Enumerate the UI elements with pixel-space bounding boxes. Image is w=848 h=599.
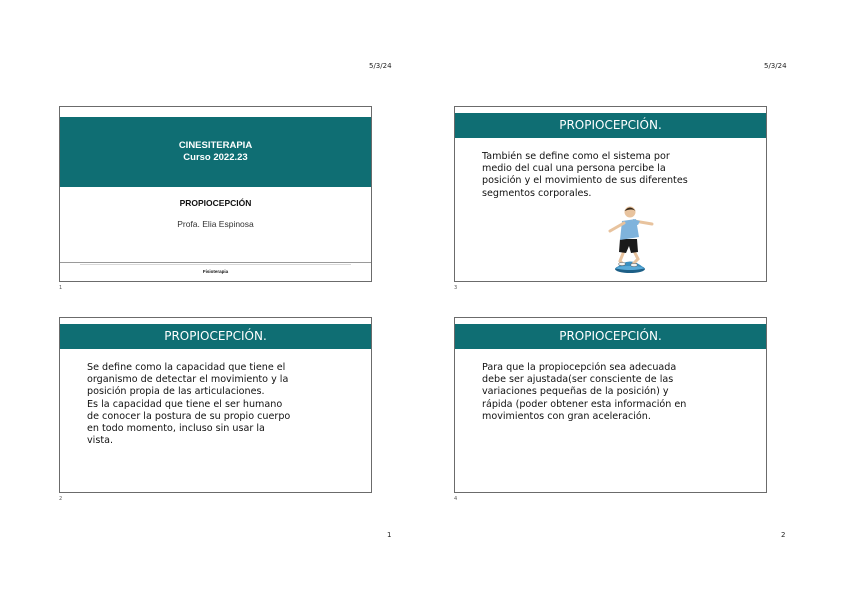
professor-name: Profa. Elia Espinosa — [177, 219, 254, 229]
text-line: Es la capacidad que tiene el ser humano — [87, 398, 283, 410]
footer-divider-light — [80, 264, 351, 265]
text-line: vista. — [87, 435, 114, 447]
slide-footer: Fisioterapia — [202, 269, 229, 274]
slide-title: PROPIOCEPCIÓN. — [455, 324, 766, 349]
page-date-right: 5/3/24 — [764, 62, 787, 70]
text-line: posición y el movimiento de sus diferentes — [482, 175, 688, 187]
title-band — [60, 117, 371, 187]
balance-exercise-illustration — [600, 199, 670, 277]
slide-number-3: 3 — [454, 285, 458, 291]
text-line: movimientos con gran aceleración. — [482, 410, 651, 422]
text-line: variaciones pequeñas de la posición) y — [482, 386, 669, 398]
page-date-left: 5/3/24 — [369, 62, 392, 70]
text-line: posición propia de las articulaciones. — [87, 386, 265, 398]
slide-number-2: 2 — [59, 496, 63, 502]
slide-1-title — [59, 106, 372, 282]
text-line: segmentos corporales. — [482, 187, 592, 199]
text-line: También se define como el sistema por — [482, 151, 670, 162]
text-line: Se define como la capacidad que tiene el — [87, 362, 286, 373]
footer-divider — [60, 262, 371, 263]
slide-body — [482, 362, 686, 423]
text-line: debe ser ajustada(ser consciente de las — [482, 374, 674, 386]
text-line: Para que la propiocepción sea adecuada — [482, 362, 677, 373]
slide-4 — [454, 317, 767, 493]
text-line: de conocer la postura de su propio cuerpo — [87, 410, 291, 422]
slide-body — [87, 362, 290, 447]
slide-number-4: 4 — [454, 496, 458, 502]
slide-title: PROPIOCEPCIÓN. — [60, 324, 371, 349]
slide-title: PROPIOCEPCIÓN. — [455, 113, 766, 138]
slide-body — [482, 151, 688, 200]
course-name: CINESITERAPIA — [178, 140, 253, 151]
course-block — [60, 140, 371, 164]
slide-3 — [454, 106, 767, 282]
text-line: medio del cual una persona percibe la — [482, 163, 666, 175]
page-number-left: 1 — [387, 531, 392, 539]
text-line: en todo momento, incluso sin usar la — [87, 423, 265, 435]
text-line: rápida (poder obtener esta información en — [482, 398, 687, 410]
slide-number-1: 1 — [59, 285, 63, 291]
course-year: Curso 2022.23 — [183, 152, 248, 163]
slide-2 — [59, 317, 372, 493]
page-number-right: 2 — [781, 531, 786, 539]
text-line: organismo de detectar el movimiento y la — [87, 374, 289, 386]
slide-title: PROPIOCEPCIÓN — [179, 198, 252, 208]
